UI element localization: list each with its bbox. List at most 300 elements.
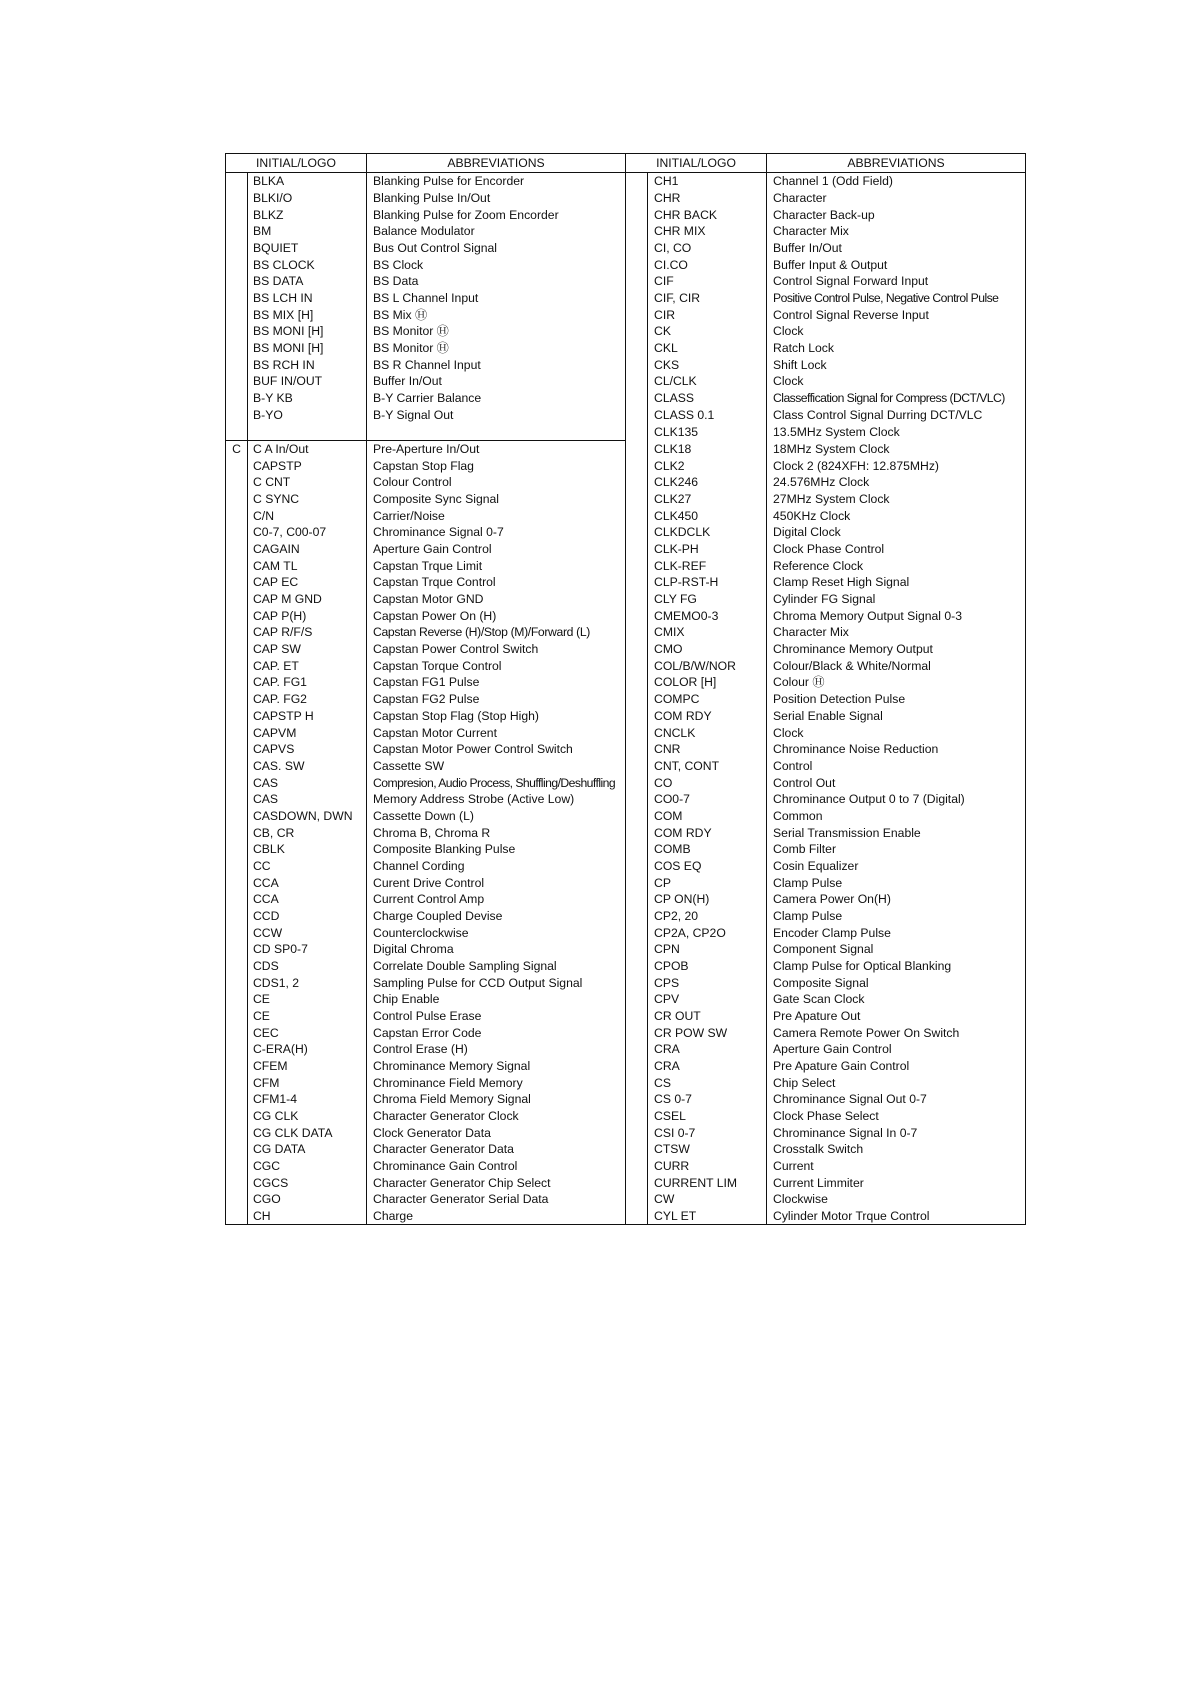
abbreviation: Clock [773,725,804,740]
table-row [226,340,1026,357]
section-letter [226,356,248,373]
initial-logo: CI, CO [648,240,767,257]
initial-logo: C0-7, C00-07 [248,524,367,541]
initial-logo: CLK-PH [648,541,767,558]
initial-logo: C SYNC [248,491,367,508]
section-letter-blank [626,1141,648,1158]
initial-logo: CRA [648,1058,767,1075]
section-letter-blank [626,340,648,357]
section-letter [226,1124,248,1141]
abbreviation: Capstan Stop Flag [367,457,626,474]
section-letter [226,190,248,207]
right-abbreviations-header: ABBREVIATIONS [767,154,1026,173]
initial-logo: CFM1-4 [248,1091,367,1108]
initial-logo: CAP P(H) [248,607,367,624]
initial-logo: CURRENT LIM [648,1174,767,1191]
abbreviation: Clamp Pulse [773,875,843,890]
table-row [226,1208,1026,1225]
table-row [226,591,1026,608]
section-letter [226,891,248,908]
section-letter-blank [626,791,648,808]
initial-logo: CH1 [648,173,767,190]
initial-logo: CAP. ET [248,657,367,674]
section-letter-blank [626,1108,648,1125]
abbreviation: B-Y Signal Out [367,406,626,423]
section-letter [226,708,248,725]
table-row [226,406,1026,423]
abbreviation: Camera Remote Power On Switch [773,1025,960,1040]
initial-logo: CFM [248,1074,367,1091]
abbreviation: Charge Coupled Devise [367,908,626,925]
section-letter-blank [626,741,648,758]
abbreviation: Capstan Motor GND [367,591,626,608]
abbreviation: Composite Blanking Pulse [367,841,626,858]
abbreviation: Current Control Amp [367,891,626,908]
abbreviation: Camera Power On(H) [773,892,891,907]
initial-logo: COLOR [H] [648,674,767,691]
section-letter [226,958,248,975]
initial-logo: CCD [248,908,367,925]
abbreviation: Gate Scan Clock [773,992,865,1007]
abbreviation: BS Mix Ⓗ [367,306,626,323]
table-row [226,541,1026,558]
initial-logo: CB, CR [248,824,367,841]
abbreviation: Chrominance Signal In 0-7 [773,1125,918,1140]
abbreviation: Cassette SW [367,758,626,775]
abbreviation: Character Mix [773,625,849,640]
section-letter [226,1074,248,1091]
abbreviation: Capstan Motor Power Control Switch [367,741,626,758]
initial-logo: CP2, 20 [648,908,767,925]
section-letter-blank [626,1124,648,1141]
table-row [226,974,1026,991]
table-row [226,256,1026,273]
section-letter-blank [626,423,648,440]
initial-logo: BS LCH IN [248,290,367,307]
section-letter-blank [626,1041,648,1058]
abbreviation: Buffer In/Out [367,373,626,390]
abbreviation: Capstan Power On (H) [367,607,626,624]
abbreviation: Memory Address Strobe (Active Low) [367,791,626,808]
initial-logo: CP2A, CP2O [648,924,767,941]
abbreviation: Channel 1 (Odd Field) [773,174,893,189]
abbreviation: Channel Cording [367,858,626,875]
abbreviation: Character Mix [773,224,849,239]
abbreviation: Chrominance Memory Signal [367,1058,626,1075]
table-row [226,791,1026,808]
section-letter [226,1108,248,1125]
abbreviation: Clamp Reset High Signal [773,575,910,590]
abbreviation: Cylinder Motor Trque Control [773,1208,930,1223]
table-row [226,1074,1026,1091]
initial-logo: CG CLK DATA [248,1124,367,1141]
initial-logo: CO0-7 [648,791,767,808]
table-row [226,908,1026,925]
initial-logo: CAPSTP H [248,708,367,725]
table-row [226,641,1026,658]
initial-logo: CAP. FG2 [248,691,367,708]
initial-logo: CD SP0-7 [248,941,367,958]
abbreviation: 450KHz Clock [773,508,851,523]
table-row [226,1158,1026,1175]
section-letter-blank [626,574,648,591]
section-letter [226,657,248,674]
initial-logo: CFEM [248,1058,367,1075]
abbreviation: Capstan Reverse (H)/Stop (M)/Forward (L) [367,624,626,641]
section-letter [226,256,248,273]
section-letter-blank [626,1191,648,1208]
abbreviation: Control Signal Forward Input [773,274,929,289]
initial-logo: CLK27 [648,491,767,508]
initial-logo: CGO [248,1191,367,1208]
abbreviation: Serial Enable Signal [773,708,883,723]
abbreviation: Buffer In/Out [773,241,842,256]
section-letter [226,423,248,440]
initial-logo: BLKZ [248,206,367,223]
initial-logo: CLK-REF [648,557,767,574]
initial-logo: CAM TL [248,557,367,574]
section-letter [226,908,248,925]
abbreviation: Ratch Lock [773,341,834,356]
abbreviation: Pre Apature Out [773,1008,861,1023]
left-initial-header: INITIAL/LOGO [226,154,367,173]
section-letter [226,1091,248,1108]
abbreviation: Charge [367,1208,626,1225]
table-row [226,741,1026,758]
initial-logo: CLK450 [648,507,767,524]
table-row [226,190,1026,207]
section-letter-blank [626,356,648,373]
right-initial-header: INITIAL/LOGO [626,154,767,173]
section-letter [226,1208,248,1225]
initial-logo: CAP R/F/S [248,624,367,641]
abbreviation: BS Monitor Ⓗ [367,340,626,357]
abbreviation: Buffer Input & Output [773,257,888,272]
section-letter [226,206,248,223]
initial-logo: CR OUT [648,1008,767,1025]
abbreviation: Capstan Stop Flag (Stop High) [367,708,626,725]
initial-logo: CH [248,1208,367,1225]
initial-logo: CAS [248,774,367,791]
section-letter [226,273,248,290]
abbreviation: Bus Out Control Signal [367,240,626,257]
table-row [226,491,1026,508]
section-letter [226,524,248,541]
initial-logo: CGCS [248,1174,367,1191]
abbreviation: Counterclockwise [367,924,626,941]
initial-logo: CRA [648,1041,767,1058]
table-row [226,941,1026,958]
section-letter [226,557,248,574]
section-letter-blank [626,591,648,608]
abbreviation: Pre-Aperture In/Out [367,440,626,457]
abbreviation: Encoder Clamp Pulse [773,925,891,940]
table-header-row [226,154,1026,173]
table-row [226,1091,1026,1108]
initial-logo: BS MONI [H] [248,340,367,357]
table-row [226,290,1026,307]
initial-logo: CE [248,1008,367,1025]
initial-logo: BS MIX [H] [248,306,367,323]
abbreviation: Capstan Motor Current [367,724,626,741]
section-letter-blank [626,240,648,257]
section-letter-blank [626,541,648,558]
abbreviation: Chrominance Output 0 to 7 (Digital) [773,792,965,807]
abbreviation: Capstan FG1 Pulse [367,674,626,691]
section-letter-blank [626,974,648,991]
initial-logo: CK [648,323,767,340]
abbreviation: BS Data [367,273,626,290]
initial-logo: BQUIET [248,240,367,257]
initial-logo: BS MONI [H] [248,323,367,340]
abbreviation: Character [773,191,827,205]
initial-logo: COM [648,808,767,825]
table-row [226,557,1026,574]
abbreviation: Cosin Equalizer [773,858,859,873]
table-row [226,1124,1026,1141]
initial-logo: CSI 0-7 [648,1124,767,1141]
section-letter-blank [626,891,648,908]
abbreviation: Clock Generator Data [367,1124,626,1141]
initial-logo: CLY FG [648,591,767,608]
section-letter-blank [626,507,648,524]
initial-logo: CG DATA [248,1141,367,1158]
initial-logo: COM RDY [648,824,767,841]
initial-logo: BLKA [248,173,367,190]
abbreviation: Clock Phase Select [773,1108,879,1123]
initial-logo [248,423,367,440]
table-row [226,891,1026,908]
section-letter-blank [626,674,648,691]
abbreviation: Chip Select [773,1075,836,1090]
section-letter-blank [626,991,648,1008]
abbreviation: Aperture Gain Control [367,541,626,558]
section-letter-blank [626,1174,648,1191]
abbreviation: Clock 2 (824XFH: 12.875MHz) [773,458,939,473]
section-letter [226,641,248,658]
initial-logo: BUF IN/OUT [248,373,367,390]
section-letter [226,591,248,608]
initial-logo: CLK246 [648,474,767,491]
initial-logo: CR POW SW [648,1024,767,1041]
section-letter [226,924,248,941]
table-row [226,507,1026,524]
table-row [226,607,1026,624]
section-letter [226,491,248,508]
abbreviation: Capstan Trque Control [367,574,626,591]
abbreviation: Clock [773,374,804,389]
initial-logo: CHR [648,190,767,207]
section-letter [226,824,248,841]
initial-logo: CAP. FG1 [248,674,367,691]
section-letter-blank [626,390,648,407]
table-row [226,1008,1026,1025]
section-letter [226,1141,248,1158]
initial-logo: CPOB [648,958,767,975]
initial-logo: CDS1, 2 [248,974,367,991]
table-row [226,841,1026,858]
abbreviation: Chroma Memory Output Signal 0-3 [773,608,963,623]
abbreviation: Control Out [773,775,836,790]
section-letter [226,758,248,775]
initial-logo: CO [648,774,767,791]
table-row [226,808,1026,825]
table-row [226,1141,1026,1158]
section-letter [226,774,248,791]
section-letter-blank [626,824,648,841]
abbreviation: Control [773,758,813,773]
table-row [226,958,1026,975]
section-letter-blank [626,1158,648,1175]
section-letter-blank [626,624,648,641]
left-abbreviations-header: ABBREVIATIONS [367,154,626,173]
table-row [226,708,1026,725]
abbreviation: Chrominance Memory Output [773,642,933,657]
section-letter [226,240,248,257]
initial-logo: CP [648,874,767,891]
initial-logo: CPS [648,974,767,991]
section-letter-blank [626,290,648,307]
abbreviation: Character Generator Clock [367,1108,626,1125]
initial-logo: CAP EC [248,574,367,591]
abbreviation: Composite Sync Signal [367,491,626,508]
initial-logo: CLASS [648,390,767,407]
initial-logo: BS DATA [248,273,367,290]
abbreviation: 24.576MHz Clock [773,475,870,490]
abbreviation: Compresion, Audio Process, Shuffling/Deshuffling [367,774,626,791]
section-letter-blank [626,841,648,858]
initial-logo: CAP M GND [248,591,367,608]
section-letter-blank [626,406,648,423]
section-letter [226,390,248,407]
abbreviation: Chip Enable [367,991,626,1008]
section-letter [226,1024,248,1041]
initial-logo: COM RDY [648,708,767,725]
section-letter [226,724,248,741]
initial-logo: CCW [248,924,367,941]
initial-logo: CAPVM [248,724,367,741]
section-letter [226,541,248,558]
initial-logo: CE [248,991,367,1008]
section-letter: C [226,440,248,457]
initial-logo: CTSW [648,1141,767,1158]
section-letter [226,1158,248,1175]
abbreviation: Clamp Pulse for Optical Blanking [773,958,952,973]
initial-logo: CLK2 [648,457,767,474]
section-letter-blank [626,708,648,725]
initial-logo: CAPVS [248,741,367,758]
abbreviations-table [225,153,1026,1225]
abbreviation: Character Generator Chip Select [367,1174,626,1191]
table-row [226,657,1026,674]
section-letter-blank [626,958,648,975]
abbreviation: Composite Signal [773,975,869,990]
table-row [226,323,1026,340]
table-row [226,724,1026,741]
abbreviation: Serial Transmission Enable [773,825,921,840]
initial-logo: BM [248,223,367,240]
table-row [226,206,1026,223]
section-letter-blank [626,491,648,508]
table-row [226,1024,1026,1041]
abbreviation: Character Back-up [773,207,875,222]
abbreviation: Common [773,808,823,823]
section-letter [226,574,248,591]
section-letter [226,791,248,808]
abbreviation: Comb Filter [773,842,837,857]
table-row [226,1191,1026,1208]
section-letter [226,691,248,708]
initial-logo: CPV [648,991,767,1008]
abbreviation: Crosstalk Switch [773,1142,864,1157]
abbreviation: Control Erase (H) [367,1041,626,1058]
abbreviation: Capstan FG2 Pulse [367,691,626,708]
initial-logo: CP ON(H) [648,891,767,908]
abbreviation: Cylinder FG Signal [773,592,876,607]
section-letter [226,173,248,190]
abbreviation: 13.5MHz System Clock [773,424,900,439]
section-letter-blank [626,440,648,457]
section-letter [226,1058,248,1075]
abbreviation: Curent Drive Control [367,874,626,891]
initial-logo: C A In/Out [248,440,367,457]
section-letter [226,841,248,858]
section-letter [226,457,248,474]
section-letter-blank [626,190,648,207]
table-row [226,423,1026,440]
abbreviation: Chrominance Gain Control [367,1158,626,1175]
initial-logo: CW [648,1191,767,1208]
table-row [226,356,1026,373]
abbreviation: Cassette Down (L) [367,808,626,825]
initial-logo: CLP-RST-H [648,574,767,591]
section-letter-blank [626,607,648,624]
section-letter-blank [626,1208,648,1225]
abbreviation: Clockwise [773,1192,828,1207]
section-letter-blank [626,256,648,273]
initial-logo: CIR [648,306,767,323]
abbreviation: Chrominance Signal 0-7 [367,524,626,541]
table-row [226,306,1026,323]
abbreviation: Capstan Error Code [367,1024,626,1041]
initial-logo: CIF [648,273,767,290]
table-row [226,524,1026,541]
table-row [226,874,1026,891]
section-letter-blank [626,223,648,240]
initial-logo: CNT, CONT [648,758,767,775]
section-letter-blank [626,323,648,340]
abbreviation: Blanking Pulse for Encorder [367,173,626,190]
abbreviation: Colour Control [367,474,626,491]
table-row [226,774,1026,791]
table-row [226,858,1026,875]
abbreviation: Position Detection Pulse [773,692,906,707]
abbreviation: Digital Chroma [367,941,626,958]
abbreviation: Colour/Black & White/Normal [773,658,931,673]
table-body [226,173,1026,1225]
abbreviation: Chrominance Signal Out 0-7 [773,1092,927,1107]
section-letter [226,323,248,340]
initial-logo: B-Y KB [248,390,367,407]
abbreviation: Current [773,1158,814,1173]
abbreviation: Capstan Torque Control [367,657,626,674]
section-letter-blank [626,1074,648,1091]
section-letter-blank [626,273,648,290]
initial-logo: BLKI/O [248,190,367,207]
initial-logo: CEC [248,1024,367,1041]
table-row [226,758,1026,775]
table-row [226,273,1026,290]
